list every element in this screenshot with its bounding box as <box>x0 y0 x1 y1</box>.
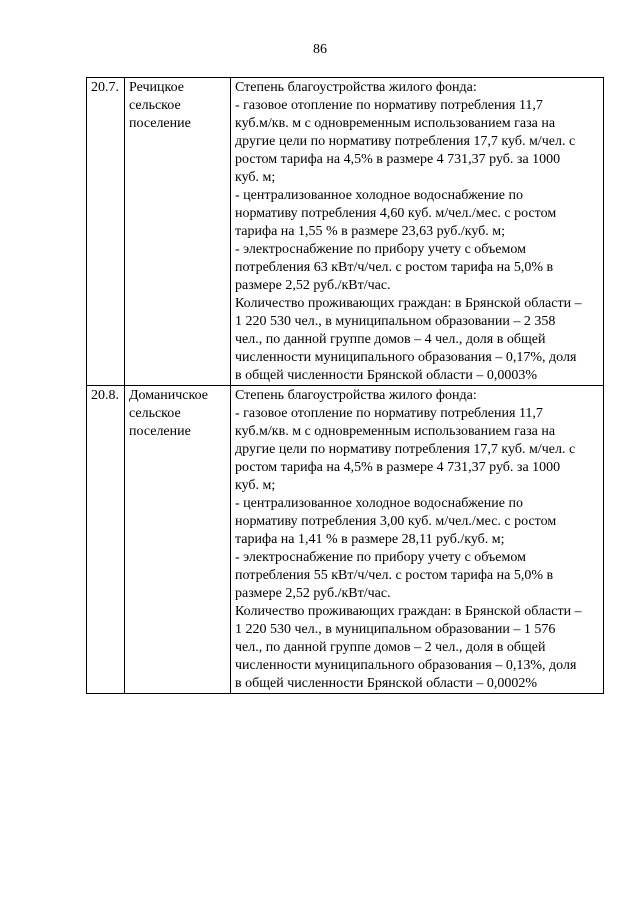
description-line: - централизованное холодное водоснабжение по <box>235 188 523 203</box>
description-line: - газовое отопление по нормативу потребления 11,7 <box>235 406 543 421</box>
description-line: в общей численности Брянской области – 0,0002% <box>235 676 538 691</box>
description-line: ростом тарифа на 4,5% в размере 4 731,37 руб. за 1000 <box>235 460 561 475</box>
description-line: 1 220 530 чел., в муниципальном образовании – 2 358 <box>235 314 556 329</box>
settlement-name-line: сельское <box>129 406 181 421</box>
description-line: Количество проживающих граждан: в Брянской области – <box>235 296 582 311</box>
description-line: численности муниципального образования – 0,13%, доля <box>235 658 577 673</box>
description-line: Степень благоустройства жилого фонда: <box>235 388 477 403</box>
settlements-table <box>86 77 604 694</box>
settlement-name-line: сельское <box>129 98 181 113</box>
description-cell <box>231 78 604 386</box>
settlement-name-line: Доманичское <box>129 388 208 403</box>
description-line: 1 220 530 чел., в муниципальном образовании – 1 576 <box>235 622 556 637</box>
description-line: - электроснабжение по прибору учету с объемом <box>235 550 526 565</box>
description-line: размере 2,52 руб./кВт/час. <box>235 278 391 293</box>
description-line: чел., по данной группе домов – 2 чел., доля в общей <box>235 640 546 655</box>
description-line: - централизованное холодное водоснабжение по <box>235 496 523 511</box>
row-number-cell: 20.7. <box>87 78 125 386</box>
description-cell <box>231 386 604 694</box>
description-line: куб. м; <box>235 478 276 493</box>
settlement-name-line: Речицкое <box>129 80 184 95</box>
description-line: - электроснабжение по прибору учету с объемом <box>235 242 526 257</box>
description-line: потребления 63 кВт/ч/чел. с ростом тарифа на 5,0% в <box>235 260 554 275</box>
description-line: куб.м/кв. м с одновременным использованием газа на <box>235 424 556 439</box>
settlement-name-cell <box>125 78 231 386</box>
description-line: Степень благоустройства жилого фонда: <box>235 80 477 95</box>
description-line: куб. м; <box>235 170 276 185</box>
description-line: ростом тарифа на 4,5% в размере 4 731,37 руб. за 1000 <box>235 152 561 167</box>
description-line: куб.м/кв. м с одновременным использованием газа на <box>235 116 556 131</box>
description-line: другие цели по нормативу потребления 17,7 куб. м/чел. с <box>235 442 576 457</box>
table-row <box>87 386 604 694</box>
settlement-name-cell <box>125 386 231 694</box>
description-line: потребления 55 кВт/ч/чел. с ростом тарифа на 5,0% в <box>235 568 554 583</box>
page-number: 86 <box>313 42 327 57</box>
description-line: в общей численности Брянской области – 0,0003% <box>235 368 538 383</box>
description-line: чел., по данной группе домов – 4 чел., доля в общей <box>235 332 546 347</box>
description-line: тарифа на 1,41 % в размере 28,11 руб./куб. м; <box>235 532 505 547</box>
table-body <box>87 78 604 694</box>
description-line: нормативу потребления 3,00 куб. м/чел./мес. с ростом <box>235 514 557 529</box>
table-row <box>87 78 604 386</box>
description-line: Количество проживающих граждан: в Брянской области – <box>235 604 582 619</box>
description-line: размере 2,52 руб./кВт/час. <box>235 586 391 601</box>
description-line: численности муниципального образования – 0,17%, доля <box>235 350 577 365</box>
settlement-name-line: поселение <box>129 116 191 131</box>
settlement-name-line: поселение <box>129 424 191 439</box>
description-line: другие цели по нормативу потребления 17,7 куб. м/чел. с <box>235 134 576 149</box>
description-line: тарифа на 1,55 % в размере 23,63 руб./куб. м; <box>235 224 506 239</box>
description-line: нормативу потребления 4,60 куб. м/чел./мес. с ростом <box>235 206 557 221</box>
row-number-cell: 20.8. <box>87 386 125 694</box>
description-line: - газовое отопление по нормативу потребления 11,7 <box>235 98 543 113</box>
